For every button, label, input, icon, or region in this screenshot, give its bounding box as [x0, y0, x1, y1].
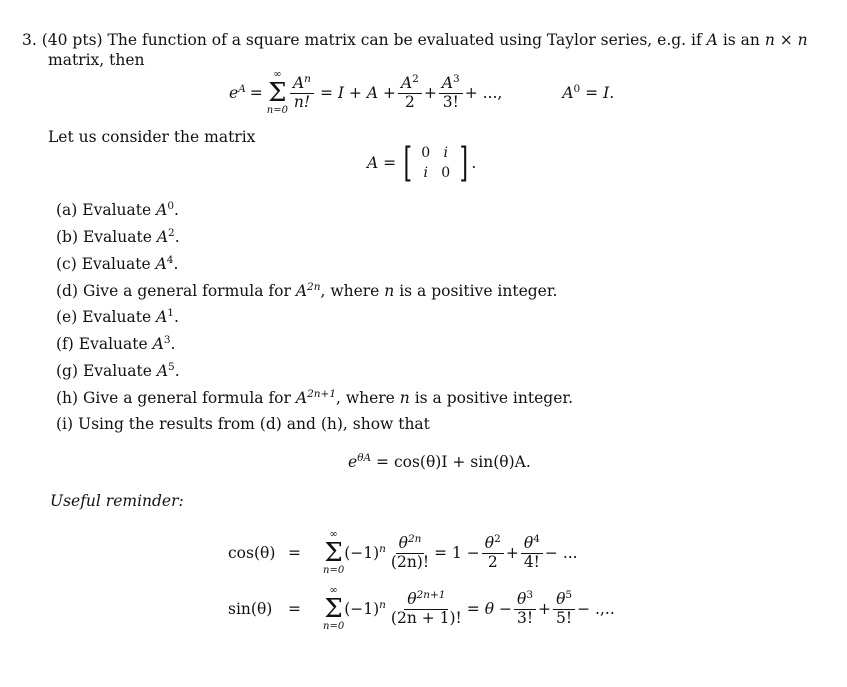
taylor-term: $\frac{A^n}{n!}$	[290, 75, 314, 112]
taylor-expansion: = I + A +	[319, 84, 396, 102]
cos-eq: =	[288, 544, 301, 562]
taylor-a3: $\frac{A^3}{3!}$	[439, 75, 463, 112]
reminder-title: Useful reminder:	[50, 492, 184, 510]
matrix-cell: i	[423, 165, 428, 181]
sin-mid: = θ −	[466, 600, 512, 618]
matrix-a: [ 0 i i 0 ]	[403, 140, 468, 186]
taylor-a0: $A^0 = I$.	[562, 83, 615, 102]
part-e: (e) Evaluate $A^1$.	[56, 307, 179, 326]
var-a: A	[706, 31, 718, 49]
problem-header	[22, 31, 808, 49]
taylor-lhs: $e^A$	[229, 83, 246, 102]
part-h: (h) Give a general formula for $A^{2n+1}$, where n is a positive integer.	[56, 388, 574, 407]
sin-t3: $\frac{\theta^3}{3!}$	[514, 591, 536, 628]
taylor-equation	[229, 67, 614, 119]
cos-plus: +	[505, 544, 519, 562]
part-a: (a) Evaluate $A^0$.	[56, 200, 179, 219]
matrix-cell: 0	[421, 145, 431, 161]
matrix-cell: 0	[441, 165, 451, 181]
sin-plus: +	[538, 600, 552, 618]
euler-identity: $e^{\theta A} = \cos(\theta)I + \sin(\theta)A$.	[348, 452, 531, 471]
cos-term: $\frac{\theta^{2n}}{(2n)!}$	[390, 532, 430, 571]
matrix-label: A =	[367, 154, 397, 172]
sin-sum: ∞ Σ n=0	[323, 585, 345, 632]
problem-points: (40 pts)	[41, 31, 103, 49]
taylor-tail: + ...,	[464, 84, 503, 102]
taylor-plus: +	[423, 84, 437, 102]
n-times-n: n × n	[764, 31, 808, 49]
sin-t5: $\frac{\theta^5}{5!}$	[553, 591, 575, 628]
cos-t2: $\frac{\theta^2}{2}$	[482, 535, 504, 572]
cos-tail: − ...	[544, 544, 578, 562]
part-b: (b) Evaluate $A^2$.	[56, 227, 180, 246]
matrix-cell: i	[443, 145, 448, 161]
matrix-intro: Let us consider the matrix	[48, 128, 256, 146]
part-d: (d) Give a general formula for $A^{2n}$, where n is a positive integer.	[56, 281, 558, 300]
part-f: (f) Evaluate $A^3$.	[56, 334, 176, 353]
sin-sign: $(-1)^n$	[344, 599, 386, 618]
cos-label: cos(θ)	[228, 544, 276, 562]
taylor-eq: =	[249, 84, 263, 102]
cos-t4: $\frac{\theta^4}{4!}$	[521, 535, 543, 572]
sin-term: $\frac{\theta^{2n+1}}{(2n + 1)!}$	[390, 588, 462, 627]
problem-intro: The function of a square matrix can be evaluated using Taylor series, e.g. if	[107, 31, 702, 49]
matrix-definition	[367, 140, 476, 186]
part-c: (c) Evaluate $A^4$.	[56, 254, 179, 273]
sin-label: sin(θ)	[228, 600, 273, 618]
is-an-text: is an	[722, 31, 760, 49]
problem-intro-line2: matrix, then	[48, 51, 145, 69]
sin-eq: =	[288, 600, 301, 618]
cos-mid: = 1 −	[434, 544, 480, 562]
sin-series	[228, 582, 615, 636]
matrix-period: .	[471, 154, 477, 172]
taylor-a2: $\frac{A^2}{2}$	[398, 75, 422, 112]
cos-sum: ∞ Σ n=0	[323, 529, 345, 576]
cos-series	[228, 526, 578, 580]
problem-number: 3.	[22, 31, 37, 49]
cos-sign: $(-1)^n$	[344, 543, 386, 562]
part-g: (g) Evaluate $A^5$.	[56, 361, 180, 380]
taylor-sum: ∞ Σ n=0	[266, 69, 288, 116]
part-i: (i) Using the results from (d) and (h), show that	[56, 415, 430, 433]
sin-tail: − .,..	[577, 600, 615, 618]
